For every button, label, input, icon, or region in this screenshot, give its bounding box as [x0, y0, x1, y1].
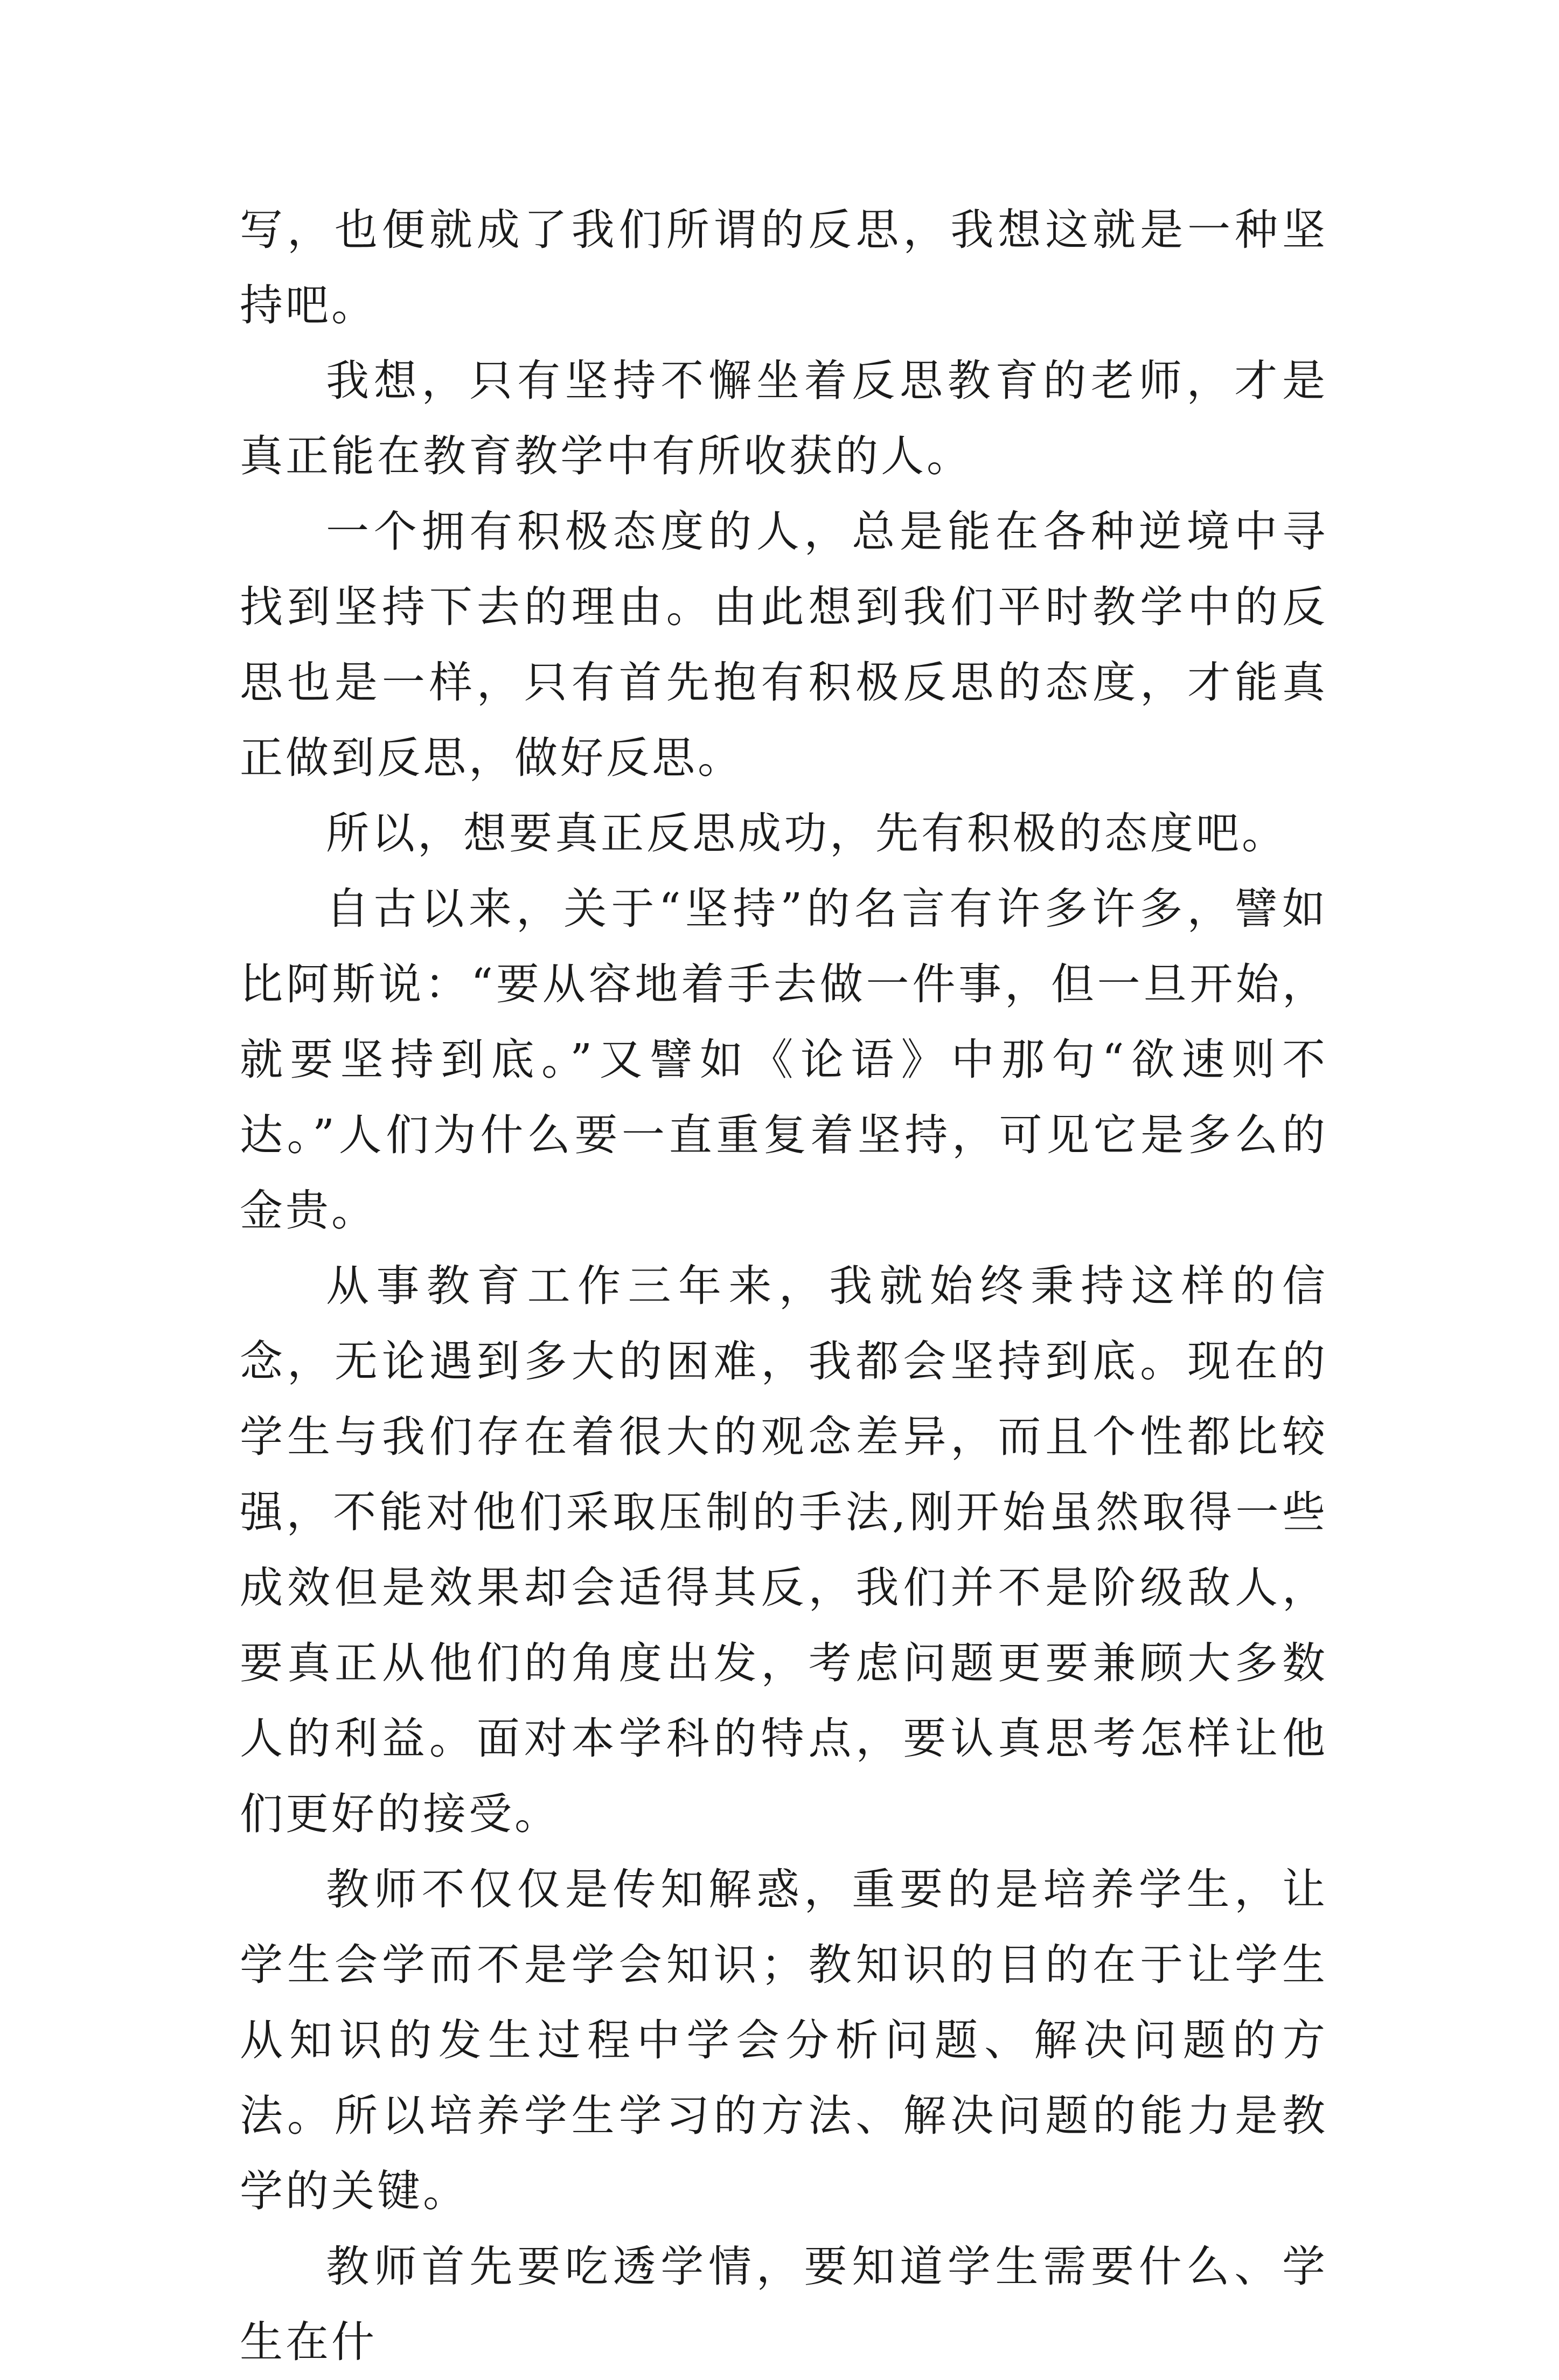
paragraph-6: 从事教育工作三年来，我就始终秉持这样的信念，无论遇到多大的困难，我都会坚持到底。现在的学生与我们存在着很大的观念差异，而且个性都比较强，不能对他们采取压制的手法,刚开始虽然取得一些成效但是效果却会适得其反，我们并不是阶级敌人，要真正从他们的角度出发，考虑问题更要兼顾大多数人的利益。面对本学科的特点，要认真思考怎样让他们更好的接受。	[240, 1261, 1328, 1839]
paragraph-8: 教师首先要吃透学情，要知道学生需要什么、学生在什	[240, 2242, 1328, 2367]
document-body	[240, 192, 1328, 2380]
paragraph-3: 一个拥有积极态度的人，总是能在各种逆境中寻找到坚持下去的理由。由此想到我们平时教学中的反思也是一样，只有首先抱有积极反思的态度，才能真正做到反思，做好反思。	[240, 506, 1328, 783]
paragraph-2: 我想，只有坚持不懈坐着反思教育的老师，才是真正能在教育教学中有所收获的人。	[240, 356, 1328, 481]
paragraph-1: 写，也便就成了我们所谓的反思，我想这就是一种坚持吧。	[240, 205, 1328, 330]
paragraph-7: 教师不仅仅是传知解惑，重要的是培养学生，让学生会学而不是学会知识；教知识的目的在于让学生从知识的发生过程中学会分析问题、解决问题的方法。所以培养学生学习的方法、解决问题的能力是教学的关键。	[240, 1864, 1328, 2216]
paragraph-4: 所以，想要真正反思成功，先有积极的态度吧。	[326, 808, 1287, 858]
paragraph-5: 自古以来，关于“坚持”的名言有许多许多，譬如比阿斯说：“要从容地着手去做一件事，但一旦开始，就要坚持到底。”又譬如《论语》中那句“欲速则不达。”人们为什么要一直重复着坚持，可见它是多么的金贵。	[240, 884, 1328, 1236]
